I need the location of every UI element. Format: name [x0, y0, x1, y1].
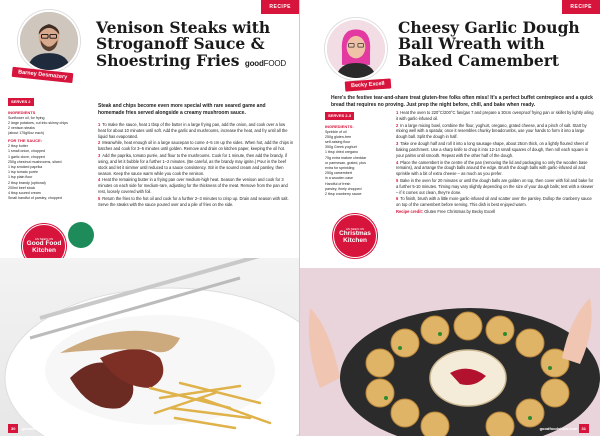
method-step [98, 177, 294, 194]
as-seen-on-badge [333, 214, 377, 258]
recipe-tab: RECIPE [562, 0, 600, 14]
step-text: Take one dough half and roll it into a long sausage shape, about 25cm thick, on a lightly floured sheet of baking parchment. Use a sharp knife to chop it into 12-14 small squares of dough, then roll each square in your palms until smooth. Repeat with the other half of the dough. [396, 141, 589, 158]
recipe-title-text: Venison Steaks with Stroganoff Sauce & Shoestring Fries [96, 18, 271, 70]
author-portrait [327, 20, 385, 78]
ingredient-item: 1 garlic clove, chopped [8, 154, 45, 159]
method-step [98, 140, 294, 152]
page-number: 31 [579, 424, 589, 433]
step-number: 5 [396, 177, 399, 183]
ingredient-item: 2 tbsp cranberry sauce [325, 192, 362, 197]
page-number: 30 [8, 424, 18, 433]
ingredient-item: 250g camembert [325, 171, 352, 176]
credit-text: Gluten Free Christmas by Becky Excell [424, 209, 496, 214]
step-number: 4 [396, 159, 399, 165]
ingredient-item: 1 small onion, chopped [8, 149, 45, 154]
method-steps [98, 122, 294, 208]
ingredient-item: 1 tsp smoked paprika [8, 165, 43, 170]
step-text: To finish, brush with a little more garlic-infused oil and scatter over the parsley. Dollop the cranberry sauce on top of the camembert before serving. This dish is best enjoyed warm. [396, 196, 592, 208]
ingredient-item: or parmesan, grated, plus [325, 160, 366, 165]
step-text: Add the paprika, tomato purée, and flour to the mushrooms. Cook for 1 minute, then add the brandy, if using, and let it bubble for a further 1–2 minutes. (Be careful, as the brandy may ignite.) Pour in the beef stock and let it simmer until reduced to a sauce consistency. Stir in the soured cream and parsley, then season. Keep the sauce warm while you cook the venison. [98, 153, 287, 176]
author-portrait [20, 12, 78, 70]
dough-ball-wreath-photo [300, 268, 600, 436]
ingredients-list [325, 112, 387, 197]
ingredients-list [8, 98, 94, 201]
ingredient-item: 350g Greek yoghurt [325, 145, 357, 150]
ingredients-heading: INGREDIENTS: [325, 123, 354, 129]
ingredient-item: 4 tbsp soured cream [8, 191, 41, 196]
venison-steak-photo [0, 258, 300, 436]
ingredient-item: Sprinkle of oil [325, 129, 347, 134]
step-text: To make the sauce, heat 1 tbsp of the butter in a large frying pan, add the onion, and cook over a low heat for about 10 minutes until soft. Add the garlic and mushrooms, increase the heat, and fry until all the liquid has evaporated. [98, 122, 288, 139]
badge-line: Good Food [26, 239, 62, 247]
step-number: 1 [98, 122, 101, 127]
food-illustration [0, 258, 300, 436]
ingredient-item: 200ml beef stock [8, 185, 36, 190]
goodfood-logo [245, 59, 286, 68]
ingredient-item: parsley, finely chopped [325, 186, 362, 191]
ingredient-item: in a wooden case [325, 176, 353, 181]
step-text: Return the fries to the hot oil and cook for a further 2–3 minutes to crisp up. Drain and season with salt. Serve the steaks with the sauce poured over and a pile of fries on the side. [98, 195, 289, 207]
page-footer [540, 424, 592, 433]
method-step [396, 178, 594, 195]
step-text: Meanwhile, heat enough oil in a large saucepan to come 4–5 cm up the sides. When hot, add the chips in batches and cook for 3–5 minutes until golden. Remove and drain on kitchen paper, keeping the oil hot. [98, 140, 294, 152]
step-text: Bake in the oven for 20 minutes or until the dough balls are golden on top, then cover with foil and bake for a further 5-10 minutes. Timing may vary slightly depending on the size of your dough balls; test with a skewer – if it comes out clean, they're done. [396, 177, 594, 195]
ingredient-item: 1 tsp tomato purée [8, 170, 38, 175]
ingredient-item: 1 tbsp dried oregano [325, 150, 358, 155]
badge-line: Kitchen [32, 246, 56, 254]
author-photo [325, 18, 387, 80]
ingredient-item: 2 tbsp brandy (optional) [8, 180, 46, 185]
serves-badge: SERVES 2-3 [325, 112, 354, 120]
ingredient-item: 1 tsp plain flour [8, 175, 33, 180]
website-link[interactable]: goodfoodshow.com [21, 426, 60, 431]
page-footer [8, 424, 59, 433]
step-number: 6 [396, 196, 399, 202]
ingredients-heading: INGREDIENTS [8, 109, 36, 115]
author-name-banner: Becky Excell [345, 78, 391, 91]
method-step [396, 141, 594, 158]
method-step [98, 196, 294, 208]
step-number: 2 [98, 140, 101, 146]
ingredient-item: 2 venison steaks [8, 126, 35, 130]
badge-line: AS SEEN ON [34, 236, 54, 241]
author-name-banner: Barney Desmazery [12, 67, 74, 83]
ingredient-item: self-raising flour [325, 140, 351, 144]
sauce-heading: FOR THE SAUCE: [8, 138, 42, 144]
recipe-title [96, 20, 292, 69]
food-illustration [300, 268, 600, 436]
badge-line: AS SEEN ON [345, 226, 365, 231]
author-photo [18, 10, 80, 72]
badge-line: Christmas [339, 229, 371, 237]
ingredient-item: Handful of fresh [325, 181, 351, 186]
method-step [396, 196, 594, 208]
step-number: 4 [98, 177, 101, 183]
step-number: 3 [396, 141, 399, 147]
goodfood-logo-suffix: FOOD [263, 58, 286, 68]
serves-badge: SERVES 2 [8, 98, 34, 106]
recipe-tab: RECIPE [261, 0, 299, 14]
badge-line: Kitchen [343, 236, 367, 244]
recipe-credit [396, 209, 594, 215]
ingredient-item: 250g chestnut mushrooms, sliced [8, 159, 62, 164]
step-text: Heat the remaining butter in a frying pan over medium-high heat. Season the venison and cook for 3 minutes on each side for medium-rare, adjusting for the thickness of the meat. Remove from the pan and rest, loosely covered with foil. [98, 177, 288, 194]
step-number: 2 [396, 122, 399, 128]
credit-label: Recipe credit: [396, 209, 424, 214]
step-number: 1 [396, 110, 399, 115]
recipe-standfirst: Here's the festive tear-and-share treat gluten-free folks often miss! It's a perfect buffet centrepiece and a quick bread that requires no proving. Just prep the night before, chill, and bake when ready. [331, 95, 593, 108]
ingredient-item: 2 tbsp butter [8, 144, 28, 149]
step-text: Place the camembert in the centre of the pan (removing the lid and packaging so only the wooden base remains), and arrange the dough balls around the edge. Brush the dough balls with garlic-infused oil and sprinkle with a bit of extra cheese – as much as you prefer. [396, 159, 588, 177]
goodfood-logo-prefix: good [244, 58, 264, 68]
ingredient-item: 75g extra mature cheddar [325, 155, 367, 160]
recipe-title: Cheesy Garlic Dough Ball Wreath with Baked Camembert [398, 18, 580, 70]
method-step [98, 122, 294, 139]
step-text: In a large mixing bowl, combine the flour, yoghurt, oregano, grated cheese, and a pinch of salt. Start by mixing well with a spatula; once it resembles chunky breadcrumbs, use your hands to form it into a large dough ball. Split the dough in half. [396, 122, 587, 140]
step-number: 3 [98, 153, 101, 159]
method-steps [396, 110, 594, 216]
green-leaf-logo-icon [68, 222, 94, 248]
ingredient-item: Small handful of parsley, chopped [8, 196, 62, 201]
method-step [396, 160, 594, 177]
method-step [396, 110, 594, 122]
method-step [396, 123, 594, 140]
step-number: 5 [98, 195, 101, 201]
step-text: Heat the oven to 220°C/200°C fan/gas 7 and prepare a 30cm ovenproof frying pan or skillet by lightly oiling it with garlic-infused oil. [396, 110, 594, 121]
website-link[interactable]: goodfoodshow.com [539, 426, 578, 431]
method-step [98, 153, 294, 176]
ingredient-item: 2 large potatoes, cut into skinny chips [8, 120, 68, 125]
recipe-standfirst: Steak and chips become even more special with rare seared game and homemade fries served alongside a creamy mushroom sauce. [98, 103, 266, 116]
ingredient-item: Sunflower oil, for frying [8, 115, 45, 120]
ingredient-item: (about 175g/6oz each) [8, 131, 44, 136]
ingredient-item: extra for sprinkling [325, 166, 355, 171]
ingredient-item: 250g gluten-free [325, 134, 352, 139]
